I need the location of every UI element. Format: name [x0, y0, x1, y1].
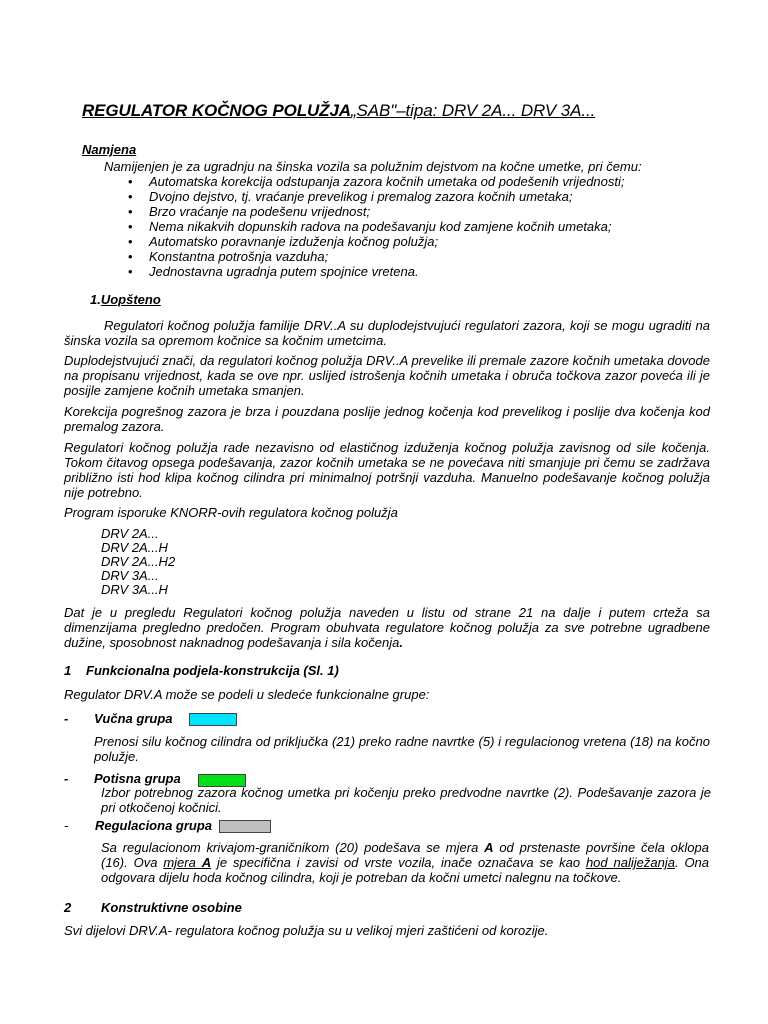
- group-regulaciona: [64, 818, 212, 833]
- document-title: [82, 101, 595, 121]
- measure-a: A: [484, 840, 494, 855]
- list-item: • Nema nikakvih dopunskih radova na podešavanju kod zamjene kočnih umetaka;: [106, 219, 625, 234]
- paragraph-6-text: Dat je u pregledu Regulatori kočnog polužja naveden u listu od strane 21 na dalje i putem crteža sa dimenzijama pregledno predočen. Program obuhvata regulatore kočnog polužja za sve potrebne ugradbene dužine, sposobnost naknadnog podešavanja i sila kočenja: [64, 605, 710, 650]
- group-name: Regulaciona grupa: [95, 818, 213, 833]
- group-name: Vučna grupa: [94, 711, 173, 726]
- desc-text: Sa regulacionom krivajom-graničnikom (20) podešava se mjera: [101, 840, 485, 855]
- list-item: • Dvojno dejstvo, tj. vraćanje prevelikog i premalog zazora kočnih umetaka;: [106, 189, 625, 204]
- namjena-bullet-list: [106, 174, 625, 279]
- section-number: 1.: [90, 292, 101, 307]
- group-name: Potisna grupa: [94, 771, 181, 786]
- group-vucna: [64, 711, 173, 726]
- konstruktivne-paragraph: Svi dijelovi DRV.A- regulatora kočnog polužja su u velikoj mjeri zaštićeni od korozije.: [64, 923, 549, 938]
- title-main: REGULATOR KOČNOG POLUŽJA: [82, 101, 351, 120]
- list-item: DRV 2A...: [101, 526, 159, 541]
- uopsteno-heading: [90, 292, 161, 307]
- measure-a: A: [201, 855, 212, 870]
- list-item: DRV 3A...: [101, 568, 159, 583]
- title-type-label: –tipa:: [396, 101, 438, 120]
- konstruktivne-heading: [64, 900, 242, 915]
- paragraph-6-end: .: [399, 635, 403, 650]
- group-regulaciona-description: [101, 840, 709, 885]
- funkcionalna-heading: [64, 663, 339, 678]
- model-list: [101, 527, 175, 597]
- title-quote: „SAB": [350, 101, 397, 120]
- desc-text-underlined: mjera: [163, 855, 202, 870]
- paragraph-5: Program isporuke KNORR-ovih regulatora kočnog polužja: [64, 505, 398, 520]
- paragraph-4: Regulatori kočnog polužja rade nezavisno od elastičnog izduženja kočnog polužja zavisnog od sile kočenja. Tokom čitavog opsega podešavanja, zazor kočnih umetaka se ne povećava niti smanjuje pri čemu se zadržava približno isti hod klipa kočnog cilindra pri minimalnoj potršnji vazduha. Manuelno podešavanje kočnog polužja nije potrebno.: [64, 440, 710, 500]
- namjena-heading: Namjena: [82, 142, 137, 157]
- group-potisna: [64, 771, 181, 786]
- desc-text-underlined: hod naliježanja: [585, 855, 675, 870]
- list-item: • Konstantna potrošnja vazduha;: [106, 249, 625, 264]
- list-item: • Automatska korekcija odstupanja zazora kočnih umetaka od podešenih vrijednosti;: [106, 174, 625, 189]
- title-models: DRV 2A... DRV 3A...: [441, 101, 596, 120]
- list-item: DRV 2A...H2: [101, 554, 176, 569]
- desc-text: . Ona odgovara dijelu hoda kočnog cilindra, koji je potreban da kočni umetci nalegnu na točkove.: [101, 855, 710, 885]
- list-item: • Brzo vraćanje na podešenu vrijednost;: [106, 204, 625, 219]
- desc-text: od prstenaste površine čela oklopa (16). Ova: [101, 840, 709, 870]
- section-number: 1: [64, 663, 72, 678]
- paragraph-6: [64, 605, 710, 650]
- section-title: Uopšteno: [100, 292, 161, 307]
- paragraph-2: Duplodejstvujući znači, da regulatori kočnog polužja DRV..A prevelike ili premale zazore kočnih umetaka dovode na propisanu vrijednost, kada se ove npr. uslijed istrošenja kočnih umetaka i obruča točkova zazor poveća ili je posijle zamjene kočnih umetaka smanjen.: [64, 353, 710, 398]
- group-vucna-description: Prenosi silu kočnog cilindra od priključka (21) preko radne navrtke (5) i regulacionog vretena (18) na kočno polužje.: [94, 734, 710, 764]
- group-dash: -: [64, 818, 69, 833]
- group-dash: -: [64, 711, 69, 726]
- color-swatch-gray: [219, 820, 271, 833]
- namjena-intro: Namijenjen je za ugradnju na šinska vozila sa polužnim dejstvom na kočne umetke, pri čemu:: [104, 159, 642, 174]
- paragraph-1: Regulatori kočnog polužja familije DRV..A su duplodejstvujući regulatori zazora, koji se mogu ugraditi na šinska vozila sa opremom kočnice sa kočnim umetcima.: [64, 318, 710, 348]
- list-item: • Jednostavna ugradnja putem spojnice vretena.: [106, 264, 625, 279]
- color-swatch-cyan: [189, 713, 237, 726]
- paragraph-3: Korekcija pogrešnog zazora je brza i pouzdana poslije jednog kočenja kod prevelikog i poslije dva kočenja kod premalog zazora.: [64, 404, 710, 434]
- section-title: Konstruktivne osobine: [101, 900, 242, 915]
- group-dash: -: [64, 771, 69, 786]
- section-title: Funkcionalna podjela-konstrukcija (Sl. 1): [86, 663, 339, 678]
- desc-text: je specifična i zavisi od vrste vozila, inače označava se kao: [211, 855, 586, 870]
- group-potisna-description: Izbor potrebnog zazora kočnog umetka pri kočenju preko predvodne navrtke (2). Podešavanje zazora je pri otkočenoj kočnici.: [101, 785, 711, 815]
- section-number: 2: [64, 900, 72, 915]
- funkcionalna-intro: Regulator DRV.A može se podeli u sledeće funkcionalne grupe:: [64, 687, 430, 702]
- list-item: DRV 2A...H: [101, 540, 168, 555]
- list-item: • Automatsko poravnanje izduženja kočnog polužja;: [106, 234, 625, 249]
- list-item: DRV 3A...H: [101, 582, 168, 597]
